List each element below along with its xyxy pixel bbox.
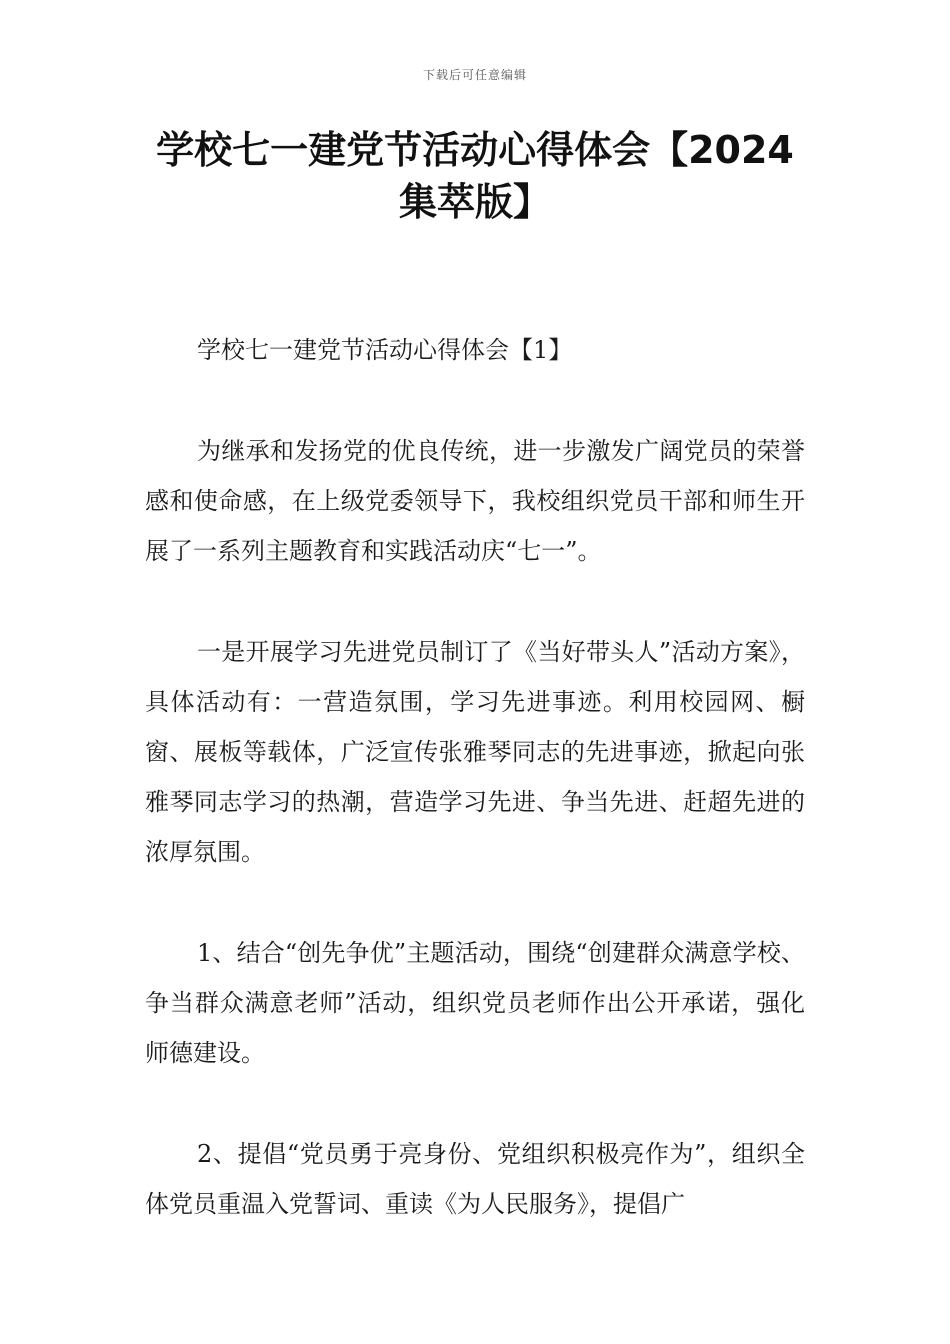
paragraph-4: 2、提倡“党员勇于亮身份、党组织积极亮作为”，组织全体党员重温入党誓词、重读《为人民服务》，提倡广 [145, 1140, 805, 1218]
section-heading: 学校七一建党节活动心得体会【1】 [197, 336, 573, 364]
header-note: 下载后可任意编辑 [422, 68, 527, 82]
paragraph-1: 为继承和发扬党的优良传统，进一步激发广阔党员的荣誉感和使命感，在上级党委领导下，我校组织党员干部和师生开展了一系列主题教育和实践活动庆“七一”。 [145, 437, 805, 565]
document-title: 学校七一建党节活动心得体会【2024集萃版】 [156, 128, 794, 224]
paragraph-3: 1、结合“创先争优”主题活动，围绕“创建群众满意学校、争当群众满意老师”活动，组织党员老师作出公开承诺，强化师德建设。 [145, 939, 805, 1067]
paragraph-2: 一是开展学习先进党员制订了《当好带头人”活动方案》，具体活动有：一营造氛围，学习先进事迹。利用校园网、橱窗、展板等载体，广泛宣传张雅琴同志的先进事迹，掀起向张雅琴同志学习的热潮，营造学习先进、争当先进、赶超先进的浓厚氛围。 [145, 638, 805, 866]
document-body [145, 325, 805, 1280]
